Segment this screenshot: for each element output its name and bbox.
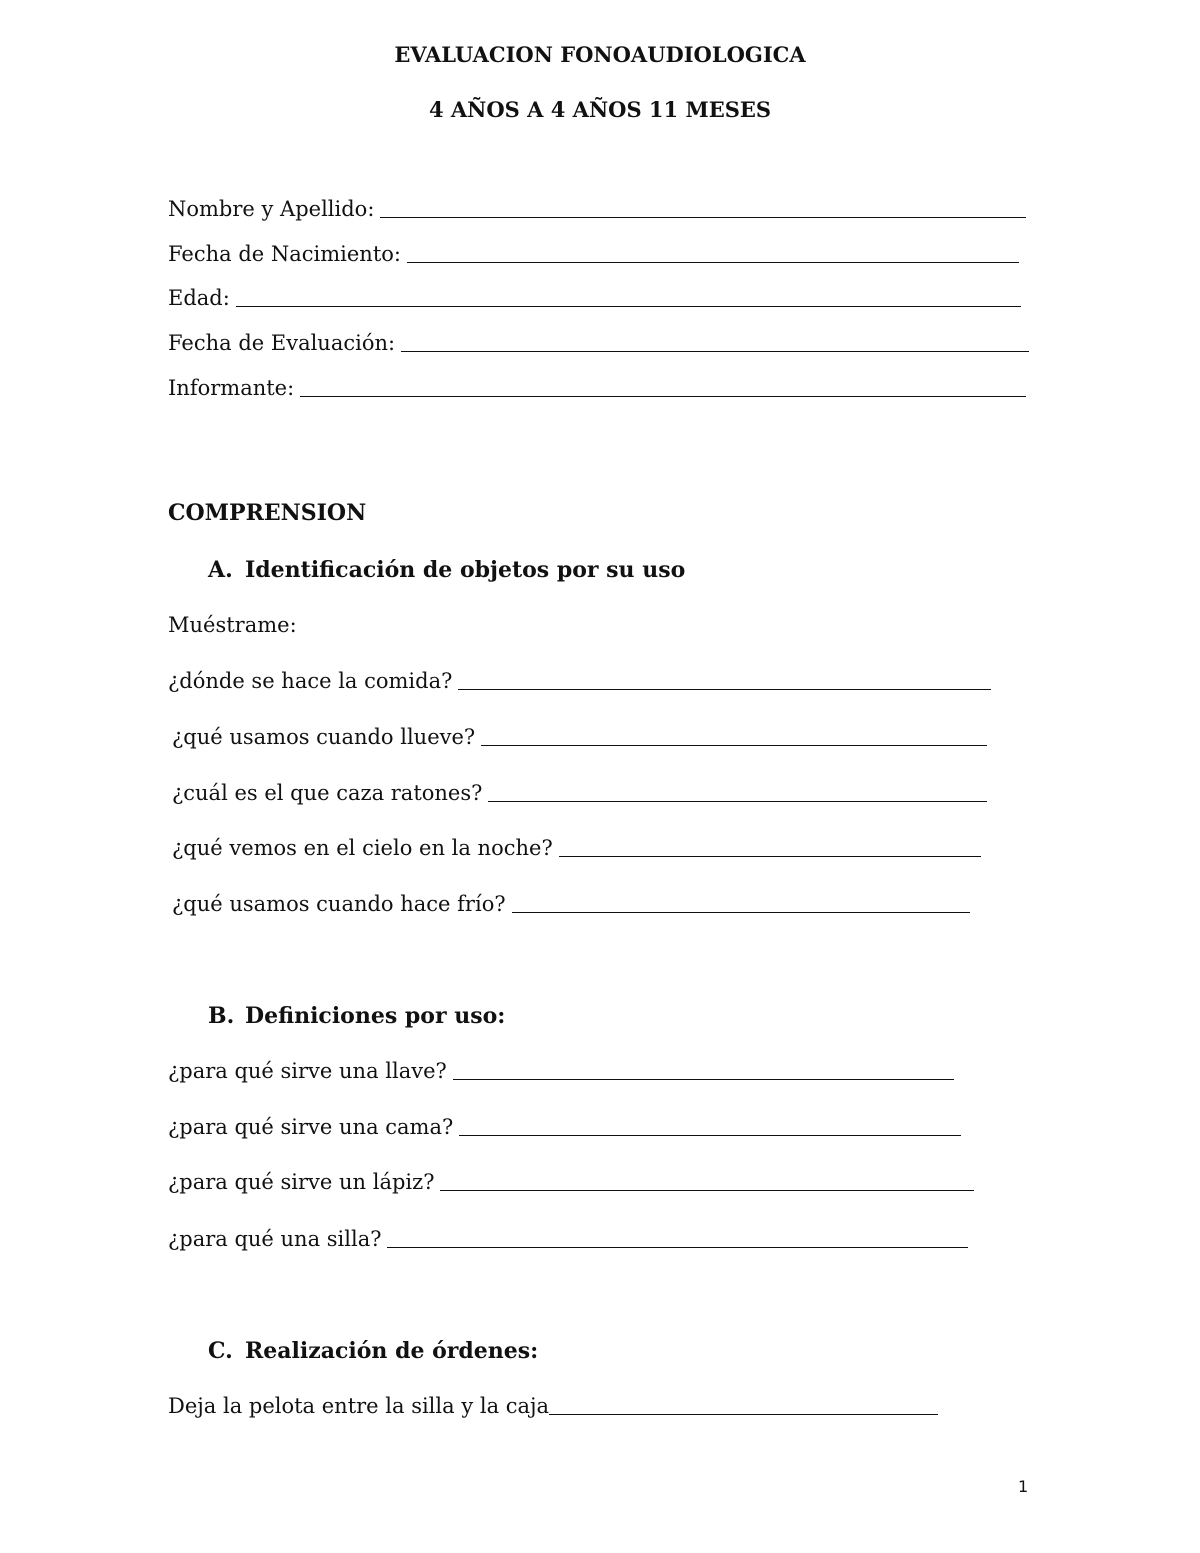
document-title: EVALUACION FONOAUDIOLOGICA	[394, 42, 806, 67]
field-label: Informante:	[168, 376, 295, 400]
question-text: ¿qué vemos en el cielo en la noche?	[172, 836, 553, 860]
answer-line[interactable]	[458, 688, 991, 690]
field-label: Nombre y Apellido:	[168, 197, 375, 221]
question-text: ¿para qué una silla?	[168, 1227, 382, 1251]
field-fecha-nacimiento[interactable]	[168, 242, 1019, 266]
answer-line[interactable]	[453, 1078, 954, 1080]
question-text: ¿para qué sirve una cama?	[168, 1115, 454, 1139]
subsection-b-heading	[208, 1003, 505, 1029]
question-b-3[interactable]	[168, 1170, 974, 1194]
answer-line[interactable]	[300, 395, 1026, 397]
subsection-title: Definiciones por uso:	[245, 1003, 506, 1029]
subsection-letter: A.	[208, 557, 233, 583]
answer-line[interactable]	[559, 855, 981, 857]
answer-line[interactable]	[387, 1246, 968, 1248]
answer-line[interactable]	[488, 800, 987, 802]
question-a-1[interactable]	[168, 669, 991, 693]
field-informante[interactable]	[168, 376, 1026, 400]
section-heading-comprension: COMPRENSION	[168, 500, 367, 526]
answer-line[interactable]	[440, 1189, 974, 1191]
question-a-4[interactable]	[172, 836, 981, 860]
question-c-1[interactable]	[168, 1394, 938, 1418]
answer-line[interactable]	[481, 744, 987, 746]
question-b-2[interactable]	[168, 1115, 961, 1139]
subsection-c-heading	[208, 1338, 538, 1364]
question-a-2[interactable]	[172, 725, 987, 749]
subsection-letter: C.	[208, 1338, 233, 1364]
field-nombre[interactable]	[168, 197, 1026, 221]
document-subtitle: 4 AÑOS A 4 AÑOS 11 MESES	[428, 97, 772, 122]
question-b-1[interactable]	[168, 1059, 954, 1083]
subsection-letter: B.	[208, 1003, 235, 1029]
subsection-title: Identificación de objetos por su uso	[245, 557, 686, 583]
question-text: ¿para qué sirve una llave?	[168, 1059, 447, 1083]
question-text: ¿cuál es el que caza ratones?	[172, 781, 483, 805]
intro-text: Muéstrame:	[168, 613, 297, 637]
question-b-4[interactable]	[168, 1227, 968, 1251]
field-edad[interactable]	[168, 286, 1021, 310]
question-text: ¿dónde se hace la comida?	[168, 669, 453, 693]
question-text: ¿para qué sirve un lápiz?	[168, 1170, 435, 1194]
subsection-title: Realización de órdenes:	[245, 1338, 539, 1364]
field-label: Edad:	[168, 286, 230, 310]
answer-line[interactable]	[549, 1413, 938, 1415]
field-fecha-evaluacion[interactable]	[168, 331, 1029, 355]
question-a-3[interactable]	[172, 781, 987, 805]
question-text: ¿qué usamos cuando llueve?	[172, 725, 476, 749]
question-a-5[interactable]	[172, 892, 970, 916]
answer-line[interactable]	[236, 305, 1021, 307]
answer-line[interactable]	[380, 216, 1026, 218]
question-text: Deja la pelota entre la silla y la caja	[168, 1394, 550, 1418]
answer-line[interactable]	[512, 911, 970, 913]
answer-line[interactable]	[407, 261, 1019, 263]
page-number: 1	[1018, 1477, 1029, 1496]
answer-line[interactable]	[459, 1134, 961, 1136]
subsection-a-heading	[208, 557, 685, 583]
answer-line[interactable]	[401, 350, 1029, 352]
question-text: ¿qué usamos cuando hace frío?	[172, 892, 506, 916]
field-label: Fecha de Nacimiento:	[168, 242, 401, 266]
field-label: Fecha de Evaluación:	[168, 331, 396, 355]
